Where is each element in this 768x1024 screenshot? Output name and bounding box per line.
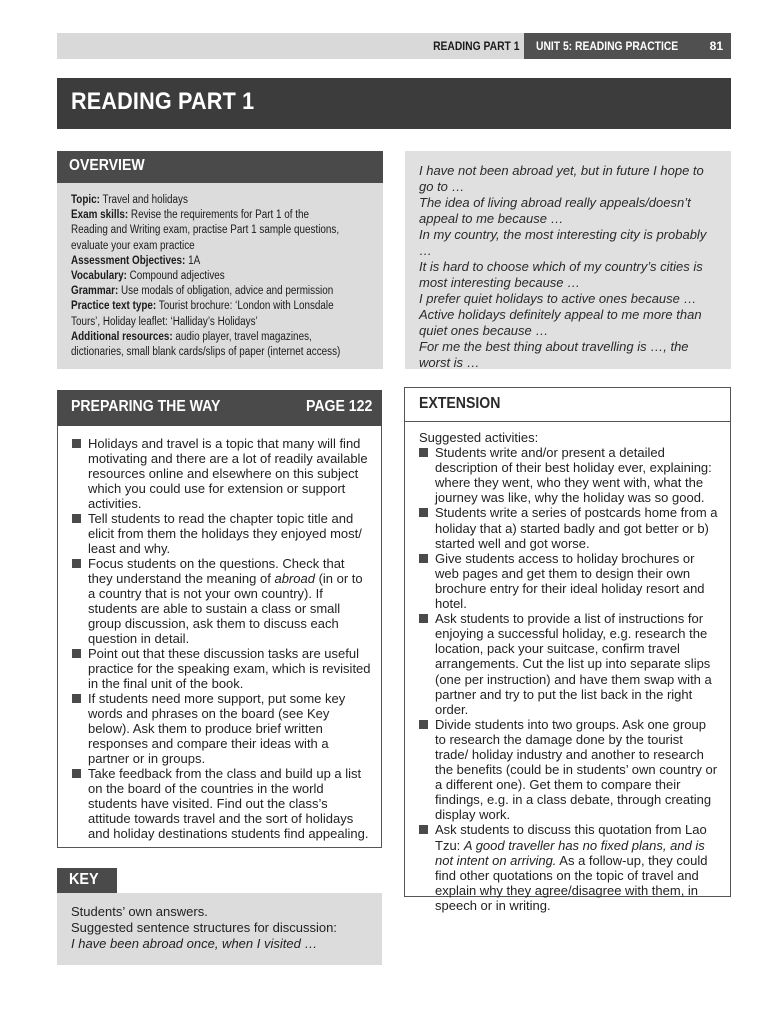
preparing-list-item [72, 556, 372, 646]
discussion-phrase: It is hard to choose which of my country’s cities is most interesting because … [419, 259, 703, 290]
overview-text: Reading and Writing exam, practise Part 1 sample questions, [71, 224, 340, 237]
extension-heading: EXTENSION [419, 395, 501, 412]
list-item-text: Ask students to discuss this quotation from Lao Tzu: [435, 822, 707, 853]
overview-heading-bar [57, 151, 383, 183]
list-item-text: Students write a series of postcards home from a holiday that a) started badly and got better or b) started well and got worse. [435, 505, 718, 551]
square-bullet-icon [72, 559, 81, 568]
overview-label: Additional resources: [71, 330, 173, 343]
extension-list-item [419, 822, 719, 913]
overview-text: audio player, travel magazines, [172, 330, 312, 343]
square-bullet-icon [419, 614, 428, 623]
overview-line [71, 223, 340, 238]
overview-text: Revise the requirements for Part 1 of the [128, 209, 310, 222]
extension-list-item [419, 505, 719, 550]
extension-list [419, 445, 719, 913]
list-item-text: If students need more support, put some key words and phrases on the board (see Key below). Ask them to produce brief written responses and compare their ideas with a partner or in groups. [88, 691, 346, 766]
preparing-heading: PREPARING THE WAY [71, 398, 221, 415]
preparing-heading-bar [57, 390, 382, 426]
overview-heading: OVERVIEW [69, 157, 145, 174]
discussion-phrase: In my country, the most interesting city is probably … [419, 227, 707, 258]
square-bullet-icon [419, 448, 428, 457]
overview-text: evaluate your exam practice [71, 239, 195, 252]
list-item-italic-text: abroad [274, 571, 315, 586]
overview-label: Topic: [71, 194, 100, 206]
list-item-text: Students write and/or present a detailed description of their best holiday ever, explaining: where they went, who they went with, what the journey was like, why the holiday was so good. [435, 445, 712, 506]
list-item-text: (in or to a country that is not your own country). If students are able to sustain a class or small group discussion, ask them to discuss each question in detail. [88, 571, 363, 646]
preparing-list-item [72, 766, 372, 841]
preparing-list [72, 436, 372, 841]
preparing-list-item [72, 436, 372, 511]
overview-text: Travel and holidays [99, 194, 188, 206]
overview-line [71, 193, 329, 208]
overview-text: 1A [185, 254, 201, 267]
preparing-the-way-box [57, 390, 382, 848]
overview-line [71, 208, 329, 223]
overview-line [71, 330, 329, 345]
overview-line [71, 269, 329, 284]
square-bullet-icon [72, 769, 81, 778]
key-line: Suggested sentence structures for discussion: [71, 920, 337, 935]
extension-list-item [419, 551, 719, 611]
extension-intro: Suggested activities: [419, 430, 539, 445]
header-unit-title: UNIT 5: READING PRACTICE [536, 39, 679, 53]
extension-list-item [419, 445, 719, 505]
overview-text: Use modals of obligation, advice and permission [118, 285, 334, 298]
overview-label: Exam skills: [71, 209, 129, 222]
overview-text: Tourist brochure: ‘London with Lonsdale [156, 300, 334, 313]
square-bullet-icon [419, 554, 428, 563]
overview-content [71, 193, 371, 360]
list-item-text: Divide students into two groups. Ask one group to research the damage done by the tourist trade/ holiday industry and another to research the benefits (could be in students’ own country or a different one). Get them to compare their findings, e.g. in a class debate, through creating display work. [435, 716, 718, 823]
list-item-text: Give students access to holiday brochures or web pages and get them to design their own brochure entry for their ideal holiday resort and hotel. [435, 550, 705, 612]
extension-list-item [419, 717, 719, 823]
running-header [57, 33, 731, 59]
overview-label: Vocabulary: [71, 270, 127, 283]
discussion-phrase: Active holidays definitely appeal to me more than quiet ones because … [419, 307, 702, 338]
overview-line [71, 345, 341, 360]
discussion-phrases-box [405, 151, 731, 369]
extension-content [419, 430, 719, 913]
list-item-text: Point out that these discussion tasks are useful practice for the speaking exam, which is revisited in the final unit of the book. [88, 646, 371, 691]
overview-text: dictionaries, small blank cards/slips of paper (internet access) [71, 346, 341, 359]
preparing-page-ref: PAGE 122 [305, 398, 372, 415]
preparing-list-item [72, 511, 372, 556]
discussion-phrase: For me the best thing about travelling is …, the worst is … [419, 339, 689, 370]
list-item-text: As a follow-up, they could find other quotations on the topic of travel and explain why they agree/disagree with them, in speech or in writing. [435, 852, 708, 913]
overview-line [71, 239, 329, 254]
overview-text: Tours’, Holiday leaflet: ‘Halliday’s Holidays’ [71, 315, 258, 328]
discussion-phrase: I prefer quiet holidays to active ones because … [419, 291, 697, 306]
overview-box [57, 151, 383, 369]
discussion-phrases-list [419, 163, 719, 371]
list-item-text: Focus students on the questions. Check that they understand the meaning of [88, 556, 345, 586]
extension-box [404, 387, 731, 913]
square-bullet-icon [419, 508, 428, 517]
overview-line [71, 284, 334, 299]
list-item-text: Holidays and travel is a topic that many will find motivating and there are a lot of readily available resources online and elsewhere on this subject which you could use for extension or support activities. [88, 436, 368, 511]
key-heading-tab [57, 868, 117, 893]
header-section-title: READING PART 1 [432, 39, 519, 53]
overview-text: Compound adjectives [126, 270, 225, 283]
list-item-text: Ask students to provide a list of instructions for enjoying a successful holiday, e.g. research the location, pack your suitcase, confirm travel arrangements. Cut the list up into separate slips (one per instruction) and have them swap with a partner and try to put the list back in the right order. [435, 611, 712, 717]
page-number: 81 [709, 39, 723, 53]
square-bullet-icon [72, 439, 81, 448]
overview-line [71, 254, 329, 269]
overview-label: Assessment Objectives: [71, 254, 186, 267]
preparing-list-item [72, 691, 372, 766]
list-item-text: Take feedback from the class and build up a list on the board of the countries in the world students have visited. Find out the class’s attitude towards travel and the sort of holidays and holiday destinations students find appealing. [88, 766, 369, 841]
square-bullet-icon [419, 825, 428, 834]
key-line: Students’ own answers. [71, 904, 208, 919]
square-bullet-icon [72, 694, 81, 703]
key-box [57, 893, 382, 965]
key-heading: KEY [69, 871, 99, 888]
discussion-phrase: I have not been abroad yet, but in future I hope to go to … [419, 163, 704, 194]
overview-label: Practice text type: [71, 300, 157, 313]
page-title-band [57, 78, 731, 129]
square-bullet-icon [72, 514, 81, 523]
extension-list-item [419, 611, 719, 717]
overview-line [71, 299, 334, 314]
header-unit-block [524, 33, 731, 59]
discussion-phrase: The idea of living abroad really appeals/doesn’t appeal to me because … [419, 195, 691, 226]
overview-line [71, 315, 329, 330]
square-bullet-icon [419, 720, 428, 729]
preparing-list-item [72, 646, 372, 691]
extension-heading-bar [405, 388, 730, 422]
list-item-text: Tell students to read the chapter topic title and elicit from them the holidays they enjoyed most/ least and why. [88, 511, 362, 556]
list-item-italic-text: A good traveller has no fixed plans, and is not intent on arriving. [435, 837, 705, 868]
page-title: READING PART 1 [71, 88, 255, 115]
overview-label: Grammar: [71, 285, 119, 298]
key-example: I have been abroad once, when I visited … [71, 936, 318, 951]
square-bullet-icon [72, 649, 81, 658]
